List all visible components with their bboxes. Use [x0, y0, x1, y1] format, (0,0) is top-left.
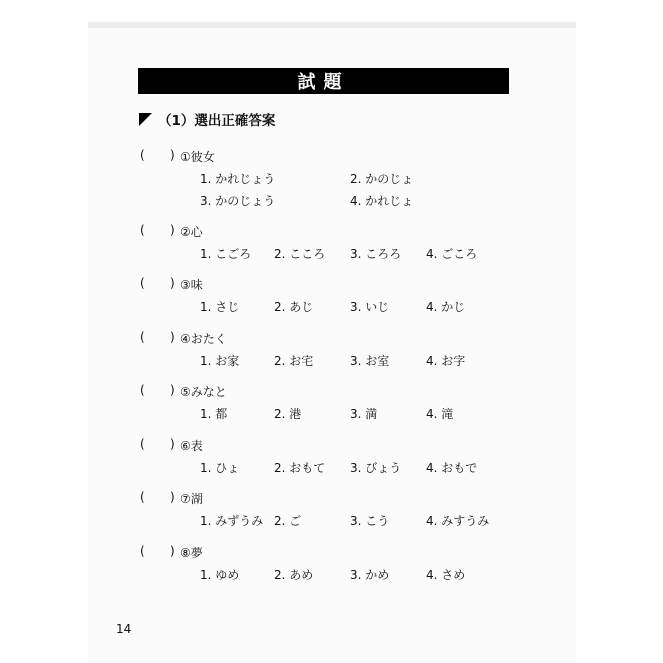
option-4[interactable]: 4. お字 — [426, 354, 466, 368]
section-label: （1）選出正確答案 — [158, 113, 276, 129]
answer-paren-close: ) — [170, 544, 175, 558]
option-1[interactable]: 1. さじ — [200, 300, 240, 314]
question-prompt: ①彼女 — [180, 150, 215, 164]
question-prompt: ④おたく — [180, 332, 227, 346]
question-prompt: ⑦湖 — [180, 492, 203, 506]
option-4[interactable]: 4. さめ — [426, 568, 466, 582]
answer-paren-close: ) — [170, 223, 175, 237]
option-4[interactable]: 4. みすうみ — [426, 514, 490, 528]
option-1[interactable]: 1. ゆめ — [200, 568, 240, 582]
option-4[interactable]: 4. かれじょ — [350, 194, 414, 208]
option-2[interactable]: 2. ご — [274, 514, 302, 528]
option-1[interactable]: 1. お家 — [200, 354, 240, 368]
answer-paren-close: ) — [170, 490, 175, 504]
option-2[interactable]: 2. かのじょ — [350, 172, 414, 186]
option-3[interactable]: 3. びょう — [350, 461, 402, 475]
option-3[interactable]: 3. お室 — [350, 354, 390, 368]
option-2[interactable]: 2. おもて — [274, 461, 326, 475]
option-1[interactable]: 1. みずうみ — [200, 514, 264, 528]
answer-paren-open: ( — [140, 330, 145, 344]
option-3[interactable]: 3. かのじょう — [200, 194, 276, 208]
option-4[interactable]: 4. ごころ — [426, 247, 478, 261]
option-2[interactable]: 2. 港 — [274, 407, 302, 421]
answer-paren-open: ( — [140, 223, 145, 237]
section-heading — [139, 109, 275, 129]
answer-paren-open: ( — [140, 544, 145, 558]
question-prompt: ②心 — [180, 225, 203, 239]
page-number: 14 — [116, 622, 132, 636]
answer-paren-open: ( — [140, 383, 145, 397]
answer-paren-close: ) — [170, 148, 175, 162]
answer-paren-open: ( — [140, 490, 145, 504]
option-1[interactable]: 1. ひょ — [200, 461, 240, 475]
option-4[interactable]: 4. かじ — [426, 300, 466, 314]
option-1[interactable]: 1. かれじょう — [200, 172, 276, 186]
option-3[interactable]: 3. こう — [350, 514, 390, 528]
option-1[interactable]: 1. こごろ — [200, 247, 252, 261]
answer-paren-close: ) — [170, 437, 175, 451]
option-3[interactable]: 3. 満 — [350, 407, 378, 421]
option-3[interactable]: 3. いじ — [350, 300, 390, 314]
option-1[interactable]: 1. 都 — [200, 407, 228, 421]
triangle-marker-icon — [139, 113, 152, 126]
answer-paren-open: ( — [140, 276, 145, 290]
option-3[interactable]: 3. かめ — [350, 568, 390, 582]
answer-paren-open: ( — [140, 437, 145, 451]
option-2[interactable]: 2. こころ — [274, 247, 326, 261]
question-prompt: ⑤みなと — [180, 385, 227, 399]
answer-paren-close: ) — [170, 276, 175, 290]
question-prompt: ⑧夢 — [180, 546, 203, 560]
question-prompt: ⑥表 — [180, 439, 203, 453]
option-2[interactable]: 2. お宅 — [274, 354, 314, 368]
question-prompt: ③味 — [180, 278, 203, 292]
answer-paren-open: ( — [140, 148, 145, 162]
option-4[interactable]: 4. おもで — [426, 461, 478, 475]
answer-paren-close: ) — [170, 383, 175, 397]
answer-paren-close: ) — [170, 330, 175, 344]
page-title: 試題 — [138, 68, 509, 94]
option-3[interactable]: 3. ころろ — [350, 247, 402, 261]
option-4[interactable]: 4. 滝 — [426, 407, 454, 421]
option-2[interactable]: 2. あじ — [274, 300, 314, 314]
option-2[interactable]: 2. あめ — [274, 568, 314, 582]
